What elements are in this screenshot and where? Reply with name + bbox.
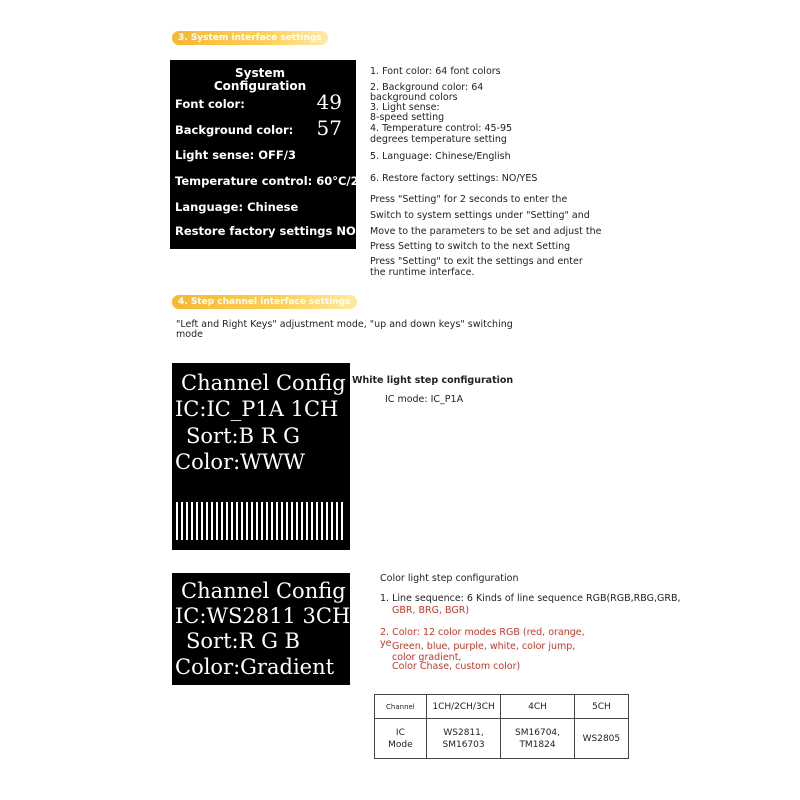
color-modes-line2: ye <box>380 638 392 649</box>
color-line4: Color:Gradient <box>175 655 335 679</box>
white-ic-mode: IC mode: IC_P1A <box>385 394 464 405</box>
color-heading: Color light step configuration <box>380 573 519 584</box>
white-line2: IC:IC_P1A 1CH <box>175 397 339 421</box>
table-cell-1ch <box>426 719 501 759</box>
color-modes-line5: Color Chase, custom color) <box>392 661 521 672</box>
temperature-row: Temperature control: 60°C/26°C <box>175 174 381 188</box>
section-4-tag: 4. Step channel interface settings <box>172 295 357 309</box>
desc-item3a: 3. Light sense: <box>370 102 440 113</box>
white-heading: White light step configuration <box>352 375 514 386</box>
desc-item1: 1. Font color: 64 font colors <box>370 66 501 77</box>
color-seq-line2: GBR, BRG, BGR) <box>392 605 470 616</box>
white-channel-panel <box>172 363 350 550</box>
font-color-value: 49 <box>316 90 342 114</box>
row-label-mode: Mode <box>388 739 413 750</box>
color-modes-line1: 2. Color: 12 color modes RGB (red, orange, <box>380 627 585 638</box>
desc-p1: Press "Setting" for 2 seconds to enter the <box>370 194 568 205</box>
color-modes-line3: Green, blue, purple, white, color jump, <box>392 641 576 652</box>
cell-ws2811: WS2811, <box>443 727 484 738</box>
color-line2: IC:WS2811 3CH <box>175 604 351 628</box>
ic-mode-table <box>374 694 629 759</box>
desc-p6: the runtime interface. <box>370 267 475 278</box>
table-cell-4ch <box>501 719 574 759</box>
cell-sm16704: SM16704, <box>515 727 561 738</box>
color-seq-line1: 1. Line sequence: 6 Kinds of line sequence RGB(RGB,RBG,GRB, <box>380 593 681 604</box>
language-row: Language: Chinese <box>175 200 299 214</box>
desc-p2: Switch to system settings under "Setting" and <box>370 210 590 221</box>
restore-row: Restore factory settings NO <box>175 224 356 238</box>
desc-item6: 6. Restore factory settings: NO/YES <box>370 173 538 184</box>
desc-item2b: background colors <box>370 92 458 103</box>
row-label-ic: IC <box>395 727 405 738</box>
table-header-1ch: 1CH/2CH/3CH <box>426 695 501 719</box>
panel-title-line2: Configuration <box>213 79 307 93</box>
cell-sm16703: SM16703 <box>442 739 485 750</box>
desc-p4: Press Setting to switch to the next Setting <box>370 241 571 252</box>
white-line4: Color:WWW <box>175 450 305 474</box>
bg-color-value: 57 <box>316 116 342 140</box>
white-line3: Sort:B R G <box>186 424 300 448</box>
cell-ws2805: WS2805 <box>582 733 621 744</box>
table-cell-5ch <box>574 719 628 759</box>
cell-tm1824: TM1824 <box>519 739 556 750</box>
desc-p3: Move to the parameters to be set and adjust the <box>370 226 602 237</box>
table-row <box>375 719 629 759</box>
system-config-panel <box>170 60 381 249</box>
light-sense-row: Light sense: OFF/3 <box>175 148 296 162</box>
table-header-channel: Channel <box>375 695 427 719</box>
bg-color-label: Background color: <box>175 123 294 137</box>
desc-item2a: 2. Background color: 64 <box>370 82 484 93</box>
desc-item4b: degrees temperature setting <box>370 134 507 145</box>
section-3-tag: 3. System interface settings <box>172 31 328 45</box>
color-modes-line4: color gradient, <box>392 652 462 663</box>
keys-note-line2: mode <box>176 329 203 340</box>
table-header-4ch: 4CH <box>501 695 574 719</box>
color-line3: Sort:R G B <box>186 629 300 653</box>
table-header-5ch: 5CH <box>574 695 628 719</box>
panel-title-line1: System <box>235 66 285 80</box>
font-color-label: Font color: <box>175 97 245 111</box>
color-line1: Channel Config <box>181 579 346 603</box>
desc-item5: 5. Language: Chinese/English <box>370 151 511 162</box>
desc-item3b: 8-speed setting <box>370 112 445 123</box>
color-channel-panel <box>172 573 350 685</box>
table-row-label <box>375 719 427 759</box>
keys-note-line1: "Left and Right Keys" adjustment mode, "up and down keys" switching <box>176 319 513 330</box>
white-light-bar <box>176 502 346 540</box>
white-line1: Channel Config <box>181 371 346 395</box>
table-header-row <box>375 695 629 719</box>
desc-p5: Press "Setting" to exit the settings and enter <box>370 256 583 267</box>
desc-item4a: 4. Temperature control: 45-95 <box>370 123 513 134</box>
